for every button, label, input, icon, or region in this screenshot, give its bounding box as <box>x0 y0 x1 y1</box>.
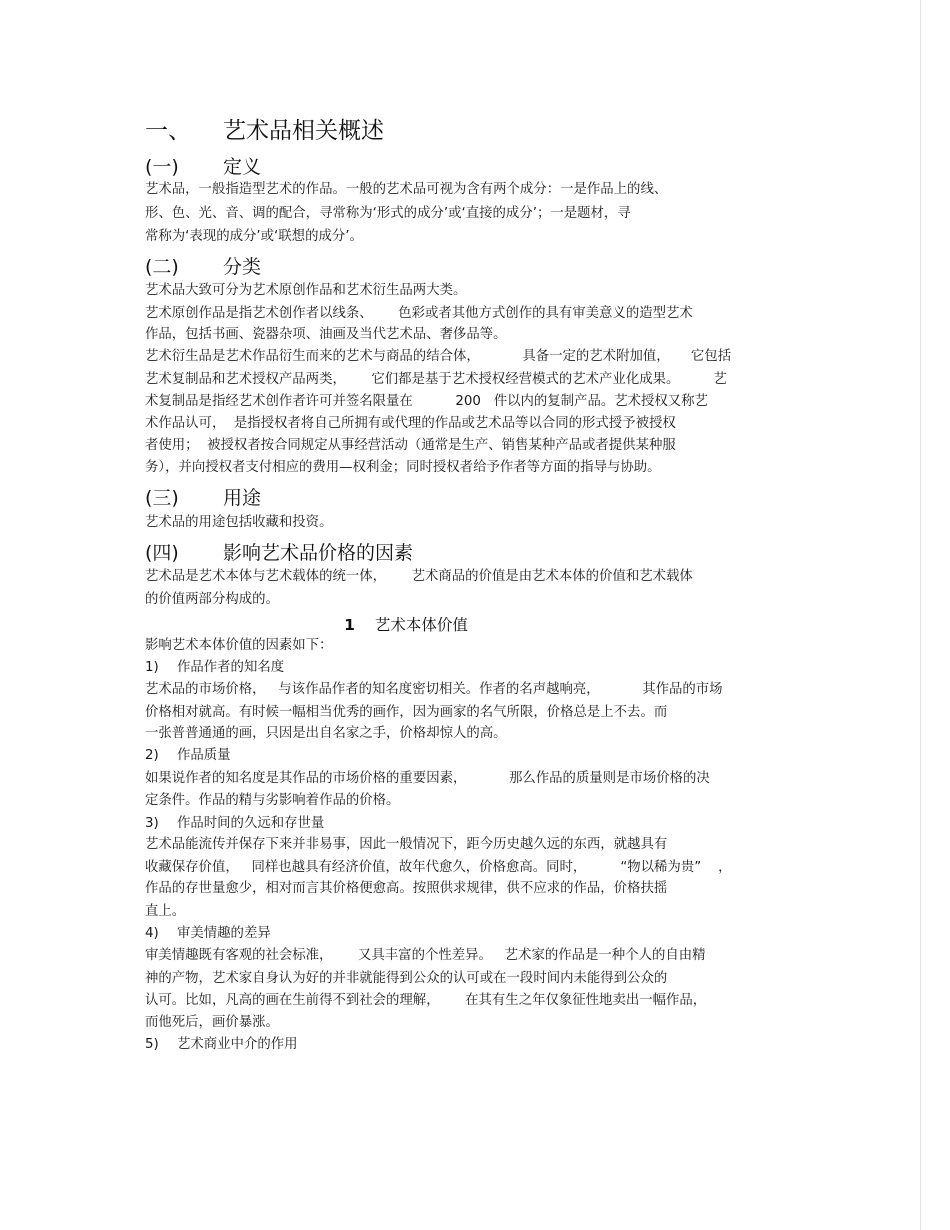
paragraph-line: 神的产物，艺术家自身认为好的并非就能得到公众的认可或在一段时间内未能得到公众的 <box>145 971 668 986</box>
heading-number: 一、 <box>145 118 191 144</box>
paragraph-line: 艺术品大致可分为艺术原创作品和艺术衍生品两大类。 <box>145 283 467 298</box>
subheading-number: 1 <box>344 616 355 634</box>
paragraph-line: 形、色、光、音、调的配合，寻常称为‘形式的成分’或‘直接的成分’；一是题材，寻 <box>145 206 631 221</box>
heading-level-1 <box>145 117 384 145</box>
subheading-art-value <box>145 615 667 635</box>
paragraph-line: 的价值两部分构成的。 <box>145 592 279 607</box>
section-number: (二) <box>145 256 179 278</box>
paragraph-line: 常称为‘表现的成分’或‘联想的成分’。 <box>145 229 363 244</box>
paragraph-line: 艺术品的用途包括收藏和投资。 <box>145 515 333 530</box>
list-item-heading <box>145 814 324 834</box>
section-title: 分类 <box>223 256 262 278</box>
subheading-text: 艺术本体价值 <box>374 616 468 634</box>
paragraph-line: 者使用； 被授权者按合同规定从事经营活动（通常是生产、销售某种产品或者提供某种服 <box>145 438 676 453</box>
paragraph-line: 收藏保存价值， 同样也越具有经济价值，故年代愈久，价格愈高。同时， “物以稀为贵” ， <box>145 860 732 875</box>
paragraph-line: 艺术品的市场价格， 与该作品作者的知名度密切相关。作者的名声越响亮， 其作品的市场 <box>145 682 723 697</box>
list-item-title: 作品质量 <box>177 748 231 763</box>
paragraph-line: 艺术品是艺术本体与艺术载体的统一体， 艺术商品的价值是由艺术本体的价值和艺术载体 <box>145 569 693 584</box>
paragraph-line: 定条件。作品的精与劣影响着作品的价格。 <box>145 793 400 808</box>
list-item-number: 3) <box>145 816 159 831</box>
paragraph-line: 认可。比如，凡高的画在生前得不到社会的理解， 在其有生之年仅象征性地卖出一幅作品， <box>145 993 707 1008</box>
list-item-heading <box>145 924 271 944</box>
paragraph-line: 价格相对就高。有时候一幅相当优秀的画作，因为画家的名气所限，价格总是上不去。而 <box>145 705 668 720</box>
paragraph-line: 艺术品能流传并保存下来并非易事，因此一般情况下，距今历史越久远的东西，就越具有 <box>145 837 668 852</box>
list-item-title: 作品作者的知名度 <box>177 660 285 675</box>
paragraph-line: 一张普普通通的画，只因是出自名家之手，价格却惊人的高。 <box>145 726 507 741</box>
list-item-number: 2) <box>145 748 159 763</box>
section-heading-usage <box>145 486 261 510</box>
section-number: (三) <box>145 487 179 509</box>
heading-text: 艺术品相关概述 <box>223 118 384 144</box>
paragraph-line: 艺术品，一般指造型艺术的作品。一般的艺术品可视为含有两个成分：一是作品上的线、 <box>145 182 668 197</box>
paragraph-line: 而他死后，画价暴涨。 <box>145 1015 279 1030</box>
section-heading-classification <box>145 255 261 279</box>
paragraph-line: 如果说作者的知名度是其作品的市场价格的重要因素， 那么作品的质量则是市场价格的决 <box>145 771 710 786</box>
section-heading-price-factors <box>145 541 413 565</box>
list-item-title: 艺术商业中介的作用 <box>177 1037 298 1052</box>
list-item-heading <box>145 746 231 766</box>
paragraph-line: 术复制品是指经艺术创作者许可并签名限量在 200 件以内的复制产品。艺术授权又称艺 <box>145 394 708 409</box>
section-number: (四) <box>145 542 179 564</box>
paragraph-line: 审美情趣既有客观的社会标准， 又具丰富的个性差异。 艺术家的作品是一种个人的自由精 <box>145 948 706 963</box>
list-item-number: 4) <box>145 926 159 941</box>
list-item-heading <box>145 1035 298 1055</box>
list-item-title: 审美情趣的差异 <box>177 926 271 941</box>
paragraph-line: 直上。 <box>145 904 186 919</box>
paragraph-line: 艺术复制品和艺术授权产品两类， 它们都是基于艺术授权经营模式的艺术产业化成果。 艺 <box>145 372 727 387</box>
section-title: 定义 <box>223 156 262 178</box>
section-title: 影响艺术品价格的因素 <box>223 542 414 564</box>
paragraph-line: 务），并向授权者支付相应的费用—权利金；同时授权者给予作者等方面的指导与协助。 <box>145 460 661 475</box>
paragraph-line: 艺术原创作品是指艺术创作者以线条、 色彩或者其他方式创作的具有审美意义的造型艺术 <box>145 306 693 321</box>
list-item-title: 作品时间的久远和存世量 <box>177 816 325 831</box>
page-edge-line <box>920 0 921 1230</box>
paragraph-line: 作品，包括书画、瓷器杂项、油画及当代艺术品、奢侈品等。 <box>145 327 507 342</box>
section-number: (一) <box>145 156 179 178</box>
section-heading-definition <box>145 155 261 179</box>
list-item-number: 5) <box>145 1037 159 1052</box>
list-item-number: 1) <box>145 660 159 675</box>
paragraph-line: 影响艺术本体价值的因素如下： <box>145 638 333 653</box>
list-item-heading <box>145 658 284 678</box>
section-title: 用途 <box>223 487 262 509</box>
paragraph-line: 术作品认可， 是指授权者将自己所拥有或代理的作品或艺术品等以合同的形式授予被授权 <box>145 416 676 431</box>
paragraph-line: 艺术衍生品是艺术作品衍生而来的艺术与商品的结合体， 具备一定的艺术附加值， 它包括 <box>145 349 732 364</box>
paragraph-line: 作品的存世量愈少，相对而言其价格便愈高。按照供求规律，供不应求的作品，价格扶摇 <box>145 881 668 896</box>
